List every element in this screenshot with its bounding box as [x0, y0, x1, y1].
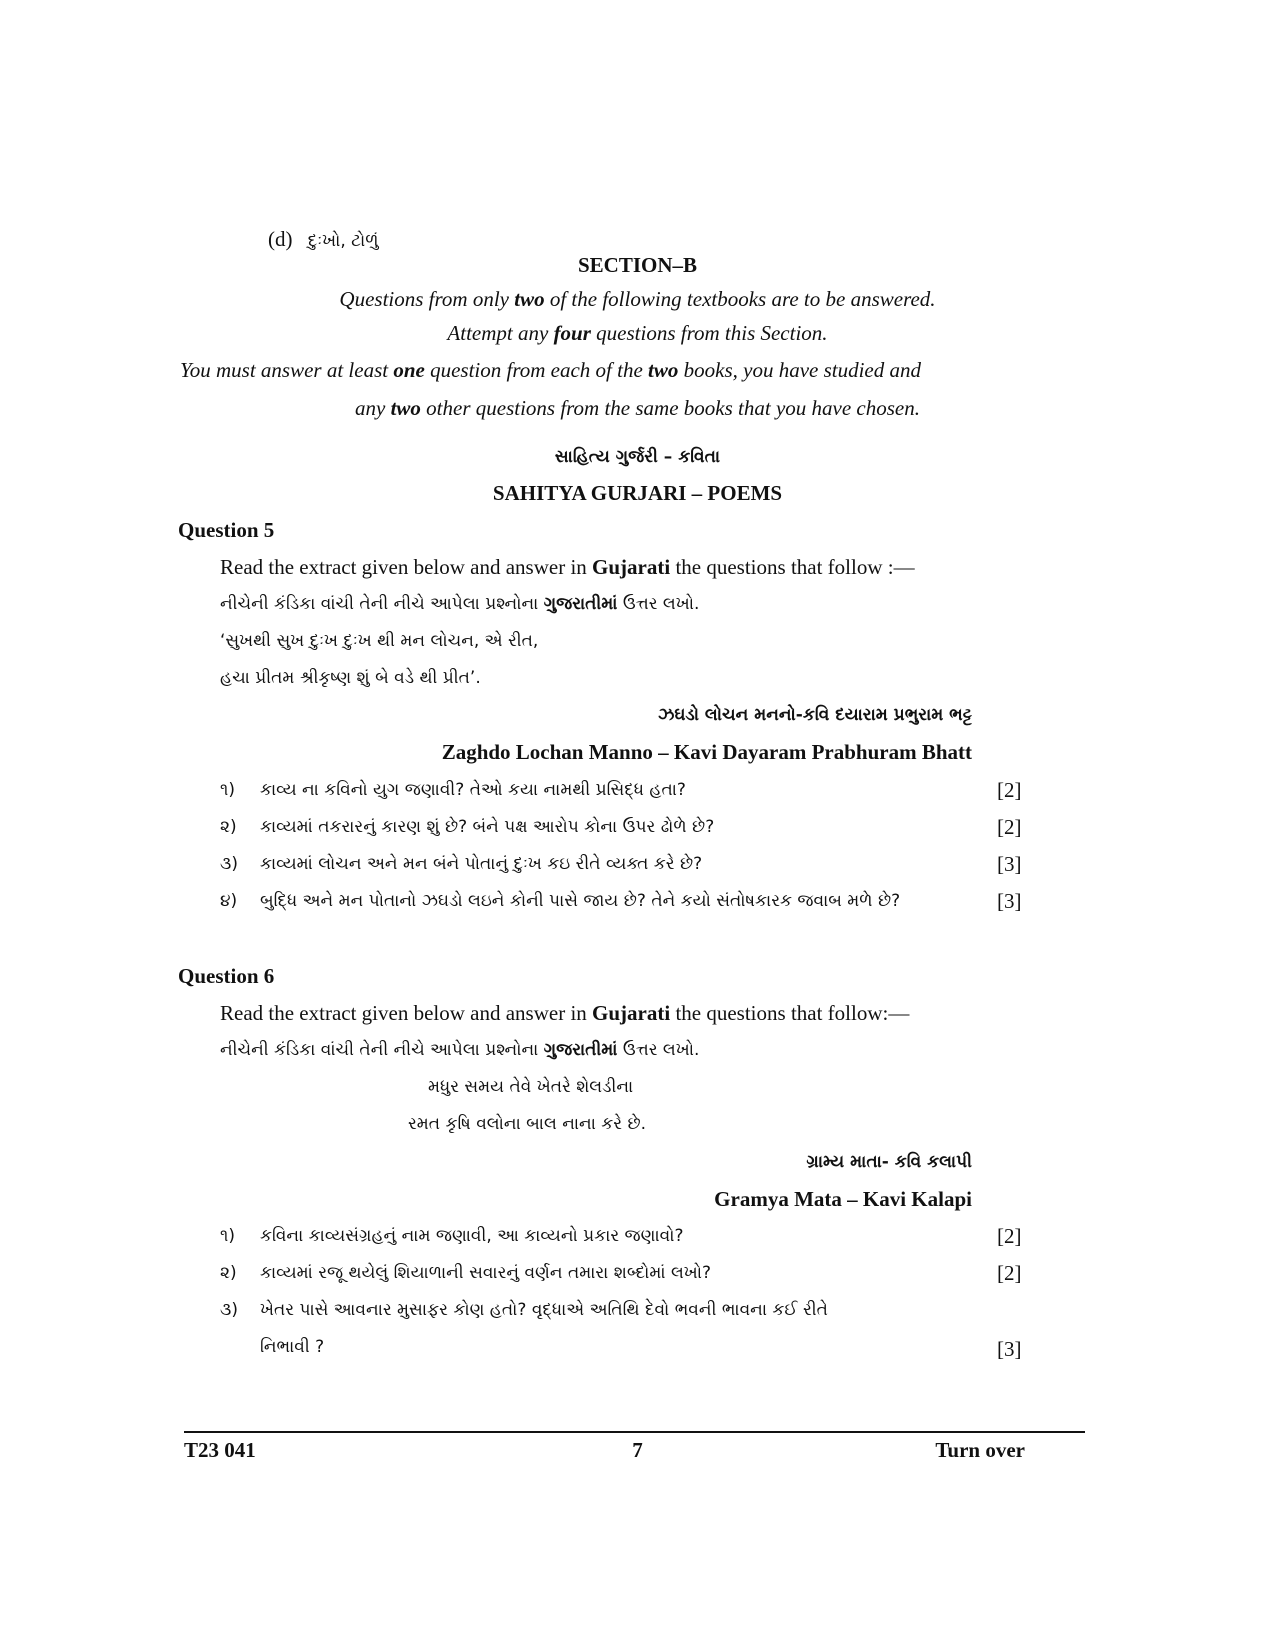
section-instruction-3: You must answer at least one question from each of the two books, you have studied and: [180, 358, 921, 382]
question-5-source-gujarati: ઝઘડો લોચન મનનો-કવિ દયારામ પ્રભુરામ ભટ્ટ: [658, 705, 972, 725]
turn-over-label: Turn over: [935, 1438, 1025, 1462]
item-d-label: (d): [268, 227, 293, 251]
book-title-english: SAHITYA GURJARI – POEMS: [492, 481, 783, 505]
subquestion-marks: [2]: [997, 1224, 1022, 1248]
subquestion-marks: [3]: [997, 1337, 1022, 1361]
subquestion-marks: [2]: [997, 778, 1022, 802]
question-5-heading: Question 5: [178, 518, 275, 542]
subquestion-text: કાવ્યમાં તકરારનું કારણ શું છે? બંને પક્ષ આરોપ કોના ઉપર ઢોળે છે?: [260, 817, 715, 837]
section-instruction-4: any two other questions from the same books that you have chosen.: [355, 396, 920, 420]
question-5-extract-line-2: હચા પ્રીતમ શ્રીકૃષ્ણ શું બે વડે થી પ્રીત’.: [220, 668, 481, 688]
subquestion-text-continued: નિભાવી ?: [260, 1337, 325, 1357]
subquestion-text: બુદ્ધિ અને મન પોતાનો ઝઘડો લઇને કોની પાસે જાય છે? તેને કયો સંતોષકારક જવાબ મળે છે?: [260, 891, 901, 911]
page-number: 7: [632, 1438, 643, 1462]
subquestion-marks: [3]: [997, 852, 1022, 876]
question-5-gujarati-intro: નીચેની કંડિકા વાંચી તેની નીચે આપેલા પ્રશ્નોના ગુજરાતીમાં ઉત્તર લખો.: [220, 594, 700, 614]
book-title-gujarati: સાહિત્ય ગુર્જરી – કવિતા: [554, 447, 721, 467]
subquestion-number: ૧): [220, 780, 235, 800]
section-instruction-2: Attempt any four questions from this Section.: [447, 321, 828, 345]
item-d: [268, 226, 379, 254]
section-title: SECTION–B: [577, 253, 698, 277]
question-6-gujarati-intro: નીચેની કંડિકા વાંચી તેની નીચે આપેલા પ્રશ્નોના ગુજરાતીમાં ઉત્તર લખો.: [220, 1040, 700, 1060]
subquestion-marks: [3]: [997, 889, 1022, 913]
subquestion-number: ૨): [220, 817, 237, 837]
question-5-intro: Read the extract given below and answer in Gujarati the questions that follow :—: [220, 555, 915, 579]
subquestion-number: ૩): [220, 1300, 238, 1320]
subquestion-text: કવિના કાવ્યસંગ્રહનું નામ જણાવી, આ કાવ્યનો પ્રકાર જણાવો?: [260, 1226, 684, 1246]
subquestion-number: ૨): [220, 1263, 237, 1283]
question-6-heading: Question 6: [178, 964, 275, 988]
subquestion-number: ૧): [220, 1226, 235, 1246]
subquestion-text: કાવ્ય ના કવિનો યુગ જણાવી? તેઓ કયા નામથી પ્રસિદ્ધ હતા?: [260, 780, 686, 800]
item-d-text: દુઃખો, ટોળું: [307, 231, 379, 251]
subquestion-text: કાવ્યમાં લોચન અને મન બંને પોતાનું દુઃખ કઇ રીતે વ્યક્ત કરે છે?: [260, 854, 703, 874]
question-5-source-english: Zaghdo Lochan Manno – Kavi Dayaram Prabhuram Bhatt: [441, 740, 972, 764]
question-6-intro: Read the extract given below and answer in Gujarati the questions that follow:—: [220, 1001, 910, 1025]
subquestion-number: ૪): [220, 891, 238, 911]
question-5-extract-line-1: ‘સુખથી સુખ દુઃખ દુઃખ થી મન લોચન, એ રીત,: [220, 631, 539, 651]
subquestion-number: ૩): [220, 854, 238, 874]
question-6-source-gujarati: ગ્રામ્ય માતા- કવિ કલાપી: [806, 1152, 972, 1172]
question-6-source-english: Gramya Mata – Kavi Kalapi: [714, 1187, 972, 1211]
paper-code: T23 041: [184, 1438, 256, 1462]
subquestion-text: કાવ્યમાં રજૂ થયેલું શિયાળાની સવારનું વર્ણન તમારા શબ્દોમાં લખો?: [260, 1263, 712, 1283]
subquestion-marks: [2]: [997, 1261, 1022, 1285]
question-6-extract-line-2: રમત કૃષિ વલોના બાલ નાના કરે છે.: [408, 1114, 647, 1134]
question-6-extract-line-1: મધુર સમય તેવે ખેતરે શેલડીના: [428, 1077, 634, 1097]
subquestion-marks: [2]: [997, 815, 1022, 839]
footer-rule: [184, 1431, 1085, 1433]
section-instruction-1: Questions from only two of the following textbooks are to be answered.: [339, 287, 936, 311]
subquestion-text: ખેતર પાસે આવનાર મુસાફર કોણ હતો? વૃદ્ધાએ અતિથિ દેવો ભવની ભાવના કઈ રીતે: [260, 1300, 828, 1320]
